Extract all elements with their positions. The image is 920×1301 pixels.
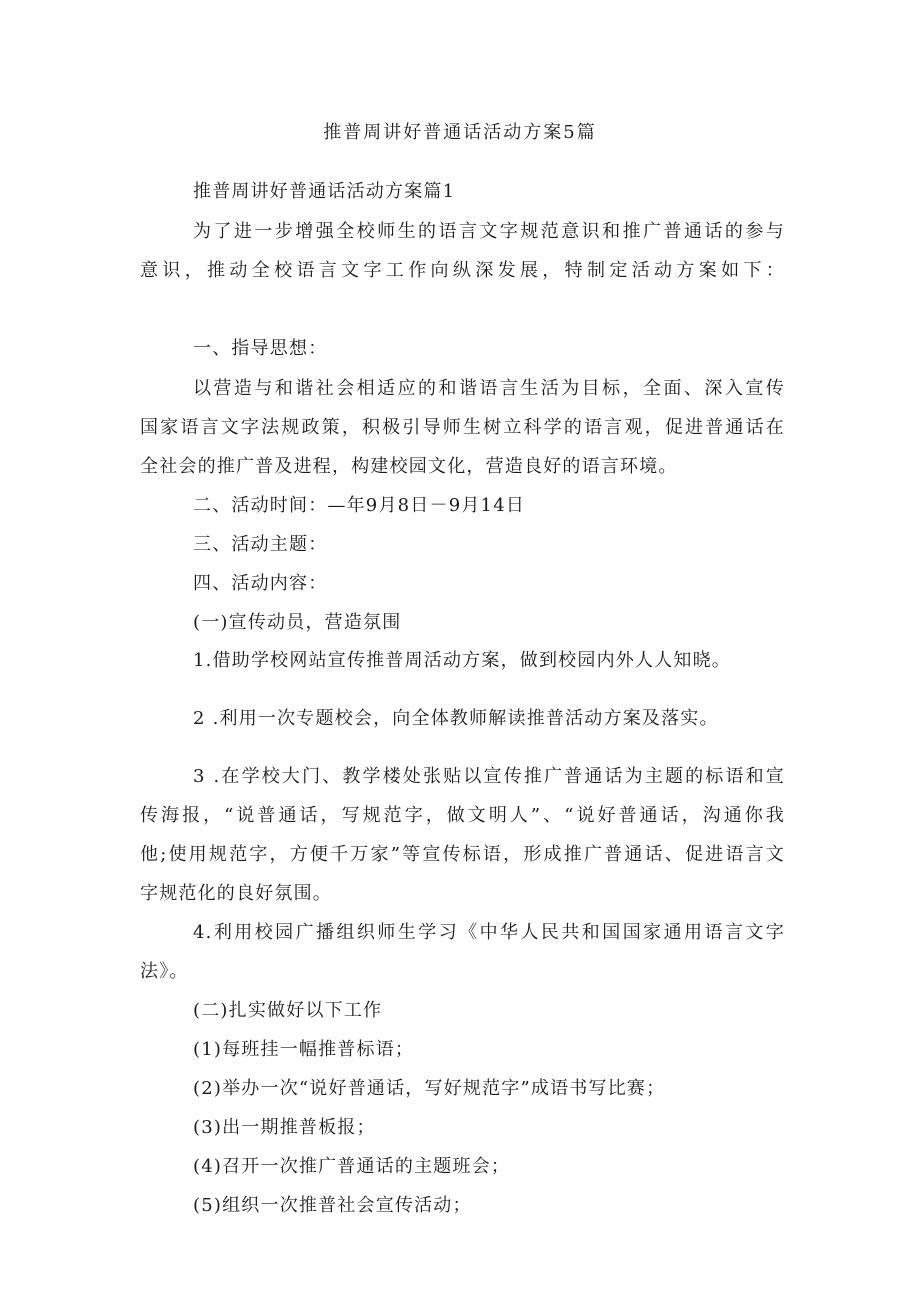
- section-heading: 一、指导思想：: [193, 338, 328, 359]
- document-title: 推普周讲好普通话活动方案5篇: [323, 122, 597, 143]
- list-item: (2)举办一次“说好普通话，写好规范字”成语书写比赛；: [193, 1078, 666, 1099]
- paragraph-line: 他;使用规范字，方便千万家”等宣传标语，形成推广普通话、促进语言文: [140, 844, 785, 865]
- list-item: (3)出一期推普板报；: [193, 1117, 376, 1138]
- section-heading: 三、活动主题：: [193, 534, 328, 555]
- paragraph-line: 字规范化的良好氛围。: [140, 883, 332, 904]
- paragraph-line: 法》。: [140, 961, 189, 982]
- section-heading: 四、活动内容：: [193, 573, 328, 594]
- paragraph-line: 为了进一步增强全校师生的语言文字规范意识和推广普通话的参与: [193, 221, 785, 242]
- list-item: 3 .在学校大门、教学楼处张贴以宣传推广普通话为主题的标语和宣: [193, 766, 785, 787]
- paragraph-line: 传海报，“说普通话，写规范字，做文明人”、“说好普通话，沟通你我: [140, 805, 785, 826]
- list-item: (1)每班挂一幅推普标语；: [193, 1039, 415, 1060]
- subsection-heading: (二)扎实做好以下工作: [193, 1000, 383, 1021]
- section-heading: 二、活动时间：—年9月8日－9月14日: [193, 495, 526, 516]
- paragraph-line: 全社会的推广普及进程，构建校园文化，营造良好的语言环境。: [140, 456, 678, 477]
- section-heading: 推普周讲好普通话活动方案篇1: [193, 181, 456, 202]
- list-item: 1.借助学校网站宣传推普周活动方案，做到校园内外人人知晓。: [193, 650, 731, 671]
- list-item: (4)召开一次推广普通话的主题班会；: [193, 1156, 511, 1177]
- list-item: (5)组织一次推普社会宣传活动；: [193, 1195, 472, 1216]
- paragraph-line: 以营造与和谐社会相适应的和谐语言生活为目标，全面、深入宣传: [193, 378, 785, 399]
- paragraph-line: 意识，推动全校语言文字工作向纵深发展，特制定活动方案如下：: [140, 260, 785, 281]
- list-item: 2 .利用一次专题校会，向全体教师解读推普活动方案及落实。: [193, 708, 719, 729]
- list-item: 4.利用校园广播组织师生学习《中华人民共和国国家通用语言文字: [193, 922, 785, 943]
- paragraph-line: 国家语言文字法规政策，积极引导师生树立科学的语言观，促进普通话在: [140, 417, 785, 438]
- subsection-heading: (一)宣传动员，营造氛围: [193, 612, 402, 633]
